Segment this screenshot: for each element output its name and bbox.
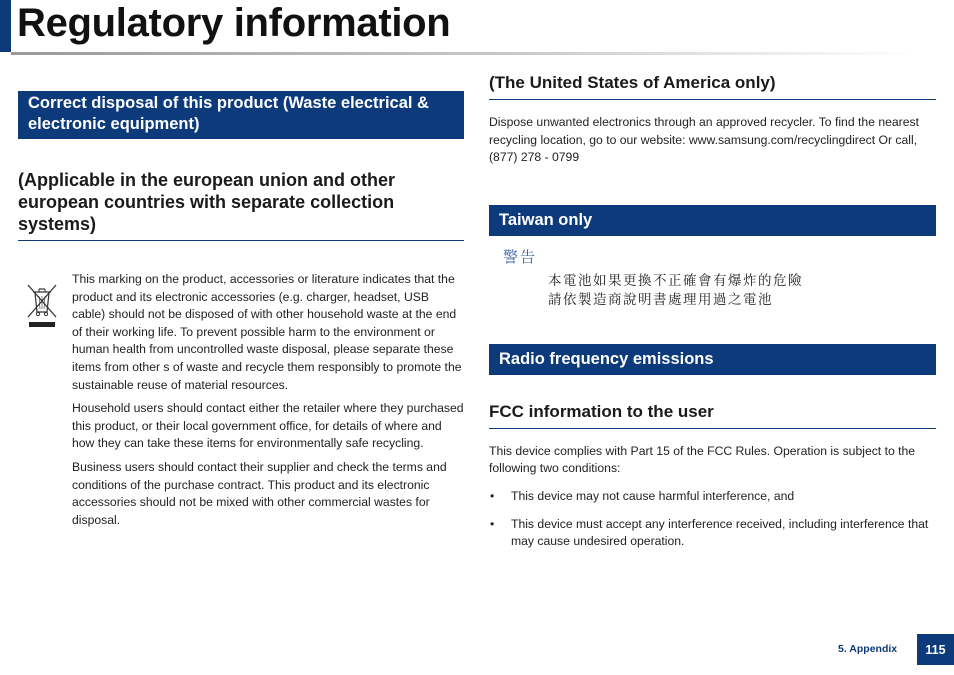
fcc-condition-item <box>489 516 936 551</box>
weee-section-header: Correct disposal of this product (Waste electrical & electronic equipment) <box>18 91 464 139</box>
weee-content <box>18 271 464 529</box>
footer-section-label: 5. Appendix <box>838 643 898 655</box>
right-column <box>489 72 936 551</box>
bullet-mark: • <box>490 516 495 531</box>
usa-recycling-text: Dispose unwanted electronics through an approved recycler. To find the nearest recycling location, go to our website: www.samsung.com/recyclingdirect Or call, (877) 278 - 0799 <box>489 115 919 165</box>
page-number-badge: 115 <box>917 634 954 665</box>
fcc-intro-text: This device complies with Part 15 of the FCC Rules. Operation is subject to the following two conditions: <box>489 443 916 476</box>
weee-paragraph: Household users should contact either the retailer where they purchased this product, or their local government office, for details of where and how they can take these items for environmentally safe recycling. <box>72 401 464 451</box>
title-accent-bar <box>0 0 11 52</box>
page-title: Regulatory information <box>17 1 451 45</box>
taiwan-section-header: Taiwan only <box>489 205 936 236</box>
fcc-condition-text: This device must accept any interference received, including interference that may cause undesired operation. <box>511 516 929 549</box>
weee-paragraph: This marking on the product, accessories or literature indicates that the product and its electronic accessories (e.g. charger, headset, USB cable) should not be disposed of with other household waste at the end of their working life. To prevent possible harm to the environment or human health from uncontrolled waste disposal, please separate these items from other s of waste and recycle them responsibly to promote the sustainable reuse of material resources. <box>72 272 462 392</box>
taiwan-battery-warning <box>489 246 936 309</box>
weee-paragraph: Business users should contact their supplier and check the terms and conditions of the purchase contract. This product and its electronic accessories should not be mixed with other commercial wastes for disposal. <box>72 459 447 527</box>
fcc-condition-text: This device may not cause harmful interference, and <box>511 488 795 503</box>
bullet-mark: • <box>490 488 495 503</box>
weee-section <box>18 91 464 535</box>
taiwan-warning-line: 請依製造商說明書處理用過之電池 <box>548 291 773 307</box>
weee-applicability-heading: (Applicable in the european union and other european countries with separate collection systems) <box>18 169 464 241</box>
fcc-condition-item <box>489 488 936 506</box>
weee-text <box>72 271 464 529</box>
crossed-out-wheelie-bin-icon <box>26 283 58 329</box>
rf-section-header: Radio frequency emissions <box>489 344 936 375</box>
fcc-heading: FCC information to the user <box>489 401 936 429</box>
taiwan-warning-label: 警告 <box>503 248 538 266</box>
taiwan-warning-line: 本電池如果更換不正確會有爆炸的危險 <box>548 272 803 288</box>
title-divider <box>11 52 916 55</box>
usa-heading: (The United States of America only) <box>489 72 936 100</box>
taiwan-warning-text <box>548 271 936 309</box>
